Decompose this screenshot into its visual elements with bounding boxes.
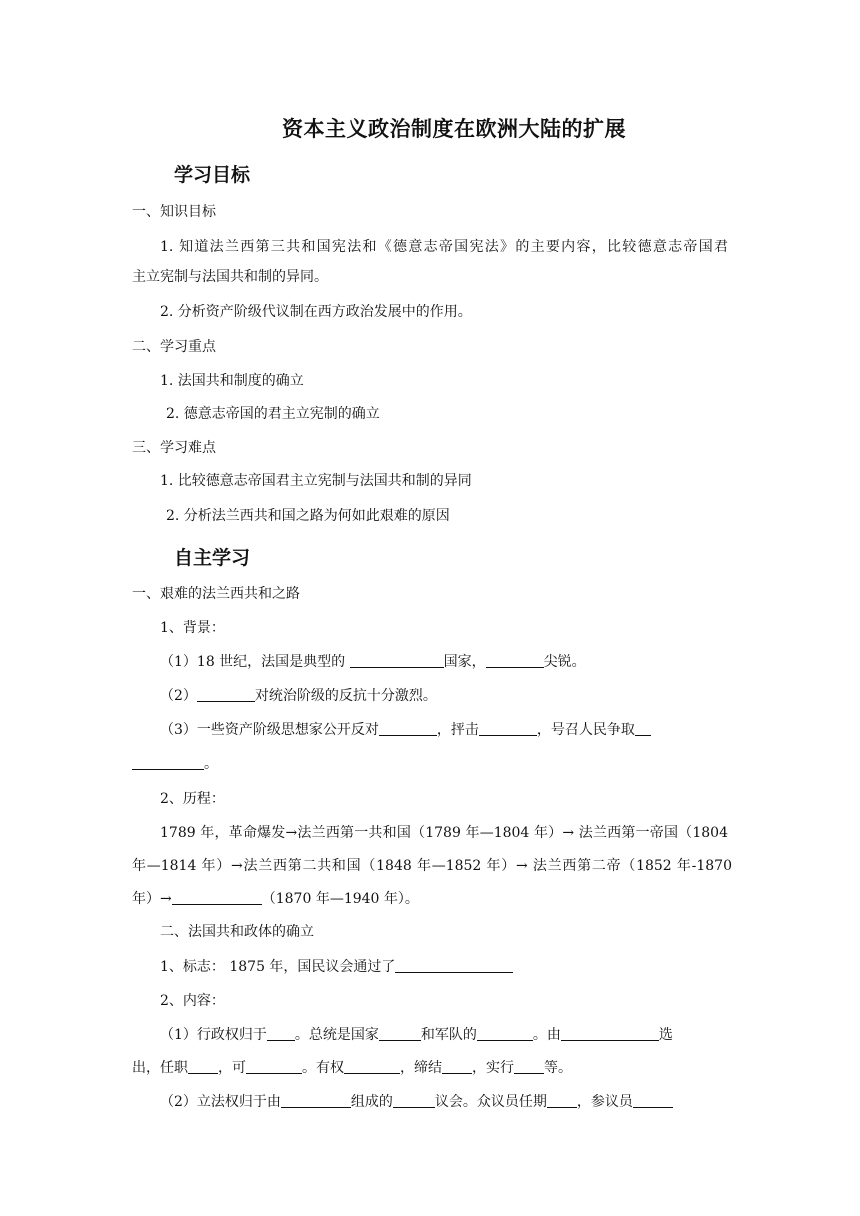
content-heading: 2、内容：: [160, 993, 225, 1009]
blank-field[interactable]: [395, 958, 513, 973]
background-heading: 1、背景：: [160, 620, 225, 636]
process-line-1: 1789 年，革命爆发→法兰西第一共和国（1789 年—1804 年）→ 法兰西第一帝国（1804: [160, 825, 728, 841]
blank-field[interactable]: [379, 721, 437, 736]
key-points-heading: 二、学习重点: [132, 339, 216, 355]
difficulty-2: 2. 分析法兰西共和国之路为何如此艰难的原因: [166, 508, 450, 524]
key-point-1: 1. 法国共和制度的确立: [160, 373, 304, 389]
blank-field[interactable]: [246, 1059, 302, 1074]
process-heading: 2、历程：: [160, 791, 225, 807]
part1-heading: 一、艰难的法兰西共和之路: [132, 586, 300, 602]
blank-field[interactable]: [635, 721, 651, 736]
knowledge-goals-heading: 一、知识目标: [132, 204, 216, 220]
content-item-1-line-2: 出，任职 ，可 。有权 ，缔结 ，实行 等。: [132, 1060, 572, 1076]
section-heading-self-study: 自主学习: [174, 547, 251, 569]
content-item-2: （2）立法权归于由 组成的 议会。众议员任期 ，参议员: [160, 1092, 732, 1112]
part2-heading: 二、法国共和政体的确立: [160, 924, 314, 940]
sign-line: 1、标志： 1875 年，国民议会通过了: [160, 957, 760, 977]
content-item-1: （1）行政权归于 。总统是国家 和军队的 。由 选: [160, 1027, 673, 1043]
blank-field[interactable]: [477, 1026, 533, 1041]
knowledge-goal-1-line-1: 1. 知道法兰西第三共和国宪法和《德意志帝国宪法》的主要内容，比较德意志帝国君: [160, 239, 728, 255]
key-point-2: 2. 德意志帝国的君主立宪制的确立: [166, 406, 380, 422]
blank-field[interactable]: [561, 1026, 659, 1041]
blank-field[interactable]: [350, 653, 444, 668]
blank-field[interactable]: [132, 755, 204, 770]
section-heading-goals: 学习目标: [174, 164, 251, 186]
blank-field[interactable]: [172, 890, 262, 905]
blank-field[interactable]: [267, 1026, 295, 1041]
background-item-3: （3）一些资产阶级思想家公开反对 ，抨击 ，号召人民争取: [160, 720, 760, 740]
background-item-3-continued: 。: [132, 754, 732, 774]
blank-field[interactable]: [442, 1059, 472, 1074]
blank-field[interactable]: [514, 1059, 544, 1074]
blank-field[interactable]: [344, 1059, 400, 1074]
process-line-3: 年）→ （1870 年—1940 年）。: [132, 891, 419, 907]
blank-field[interactable]: [633, 1093, 673, 1108]
background-item-2: （2） 对统治阶级的反抗十分激烈。: [160, 688, 437, 704]
blank-field[interactable]: [188, 1059, 218, 1074]
knowledge-goal-1-line-2: 主立宪制与法国共和制的异同。: [132, 269, 328, 285]
knowledge-goal-2: 2. 分析资产阶级代议制在西方政治发展中的作用。: [160, 304, 472, 320]
background-item-1: （1）18 世纪，法国是典型的 国家， 尖锐。: [160, 654, 586, 670]
document-title: 资本主义政治制度在欧洲大陆的扩展: [282, 116, 626, 141]
process-line-2: 年—1814 年）→法兰西第二共和国（1848 年—1852 年）→ 法兰西第二帝（1852 年-1870: [132, 858, 732, 874]
blank-field[interactable]: [547, 1093, 577, 1108]
blank-field[interactable]: [393, 1093, 435, 1108]
blank-field[interactable]: [281, 1093, 351, 1108]
blank-field[interactable]: [479, 721, 537, 736]
blank-field[interactable]: [379, 1026, 421, 1041]
difficulty-heading: 三、学习难点: [132, 440, 216, 456]
blank-field[interactable]: [197, 687, 255, 702]
blank-field[interactable]: [486, 653, 544, 668]
difficulty-1: 1. 比较德意志帝国君主立宪制与法国共和制的异同: [160, 473, 472, 489]
